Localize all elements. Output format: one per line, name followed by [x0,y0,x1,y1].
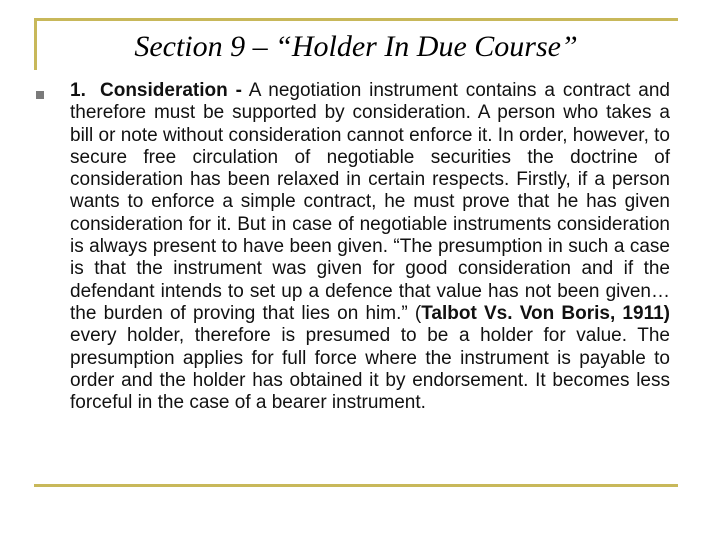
paragraph-text-part2: every holder, therefore is presumed to be a holder for value. The presumption applies for full force where the instrument is payable to order and the holder has obtained it by endorsement. It becomes less forceful in the case of a bearer instrument. [70,325,670,414]
paragraph-text-part1: A negotiation instrument contains a contract and therefore must be supported by consideration. A person who takes a bill or note without consideration cannot enforce it. In order, however, to secure free circulation of negotiable securities the doctrine of consideration has been relaxed in certain respects. Firstly, if a person wants to enforce a simple contract, he must prove that he has given consideration for it. But in case of negotiable instruments consideration is always present to have been given. “The presumption in such a case is that the instrument was given for good consideration and if the defendant intends to set up a defence that value has not been given… the burden of proving that lies on him.” ( [70,80,670,324]
square-bullet-icon [36,91,44,99]
body-paragraph [70,80,670,414]
frame-bottom-rule [34,484,678,487]
case-citation: Talbot Vs. Von Boris, 1911) [421,302,670,324]
frame-left-rule [34,18,37,70]
slide-title: Section 9 – “Holder In Due Course” [134,30,578,63]
frame-top-rule [34,18,678,21]
point-heading: Consideration - [100,80,242,101]
point-number: 1. [70,80,86,101]
